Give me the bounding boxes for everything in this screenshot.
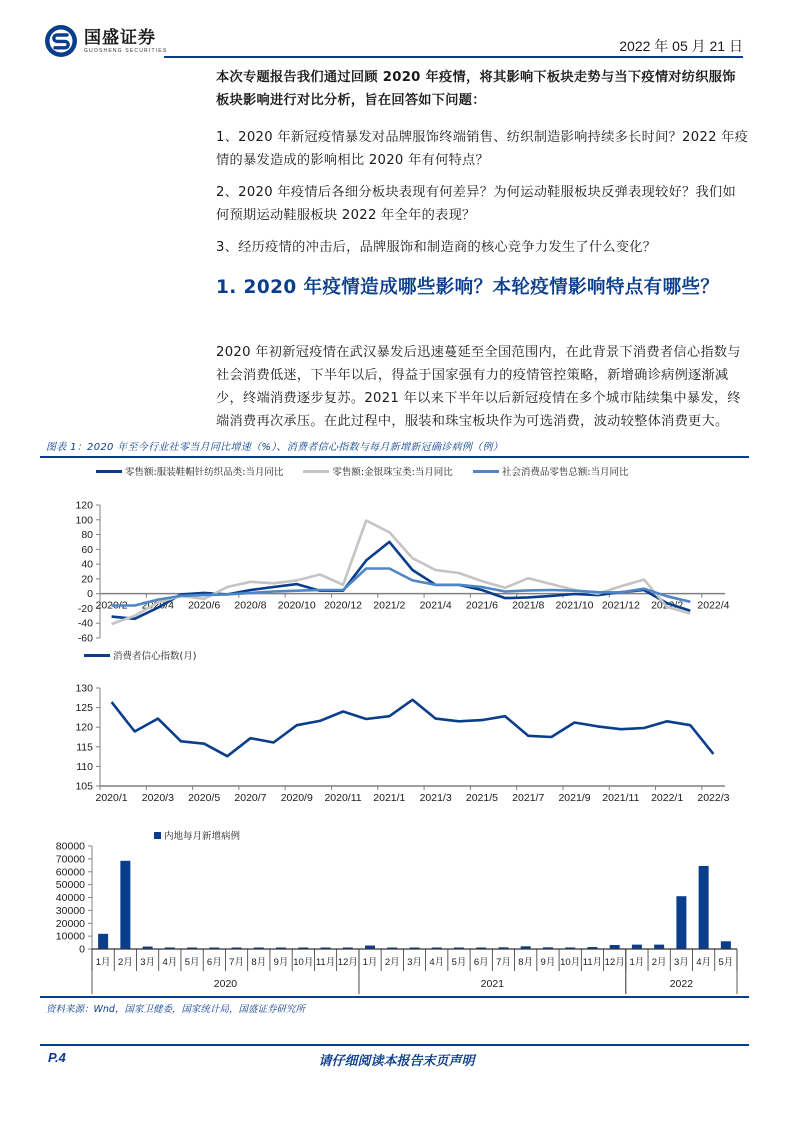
question-2: 2、2020 年疫情后各细分板块表现有何差异？为何运动鞋服板块反弹表现较好？我们如何预期运动鞋服板块 2022 年全年的表现？ [216, 185, 737, 223]
x-tick-label: 2022/2 [651, 599, 684, 612]
x-tick-label: 2020/1 [95, 792, 128, 804]
x-tick-label: 2020/6 [188, 599, 221, 612]
y-tick-label: 20 [81, 573, 93, 586]
legend-item-jewelry [303, 464, 452, 478]
legend-swatch-confidence [84, 654, 110, 657]
month-label: 7月 [496, 957, 511, 968]
y-tick-label: 110 [76, 760, 93, 773]
month-label: 2月 [117, 957, 133, 968]
data-source: 资料来源：Wnd，国家卫健委，国家统计局，国盛证券研究所 [46, 1004, 305, 1015]
y-tick-label: 80000 [55, 840, 85, 853]
month-label: 8月 [518, 957, 534, 968]
x-tick-label: 2021/1 [373, 792, 406, 804]
month-label: 11月 [582, 957, 603, 968]
legend-swatch-apparel [96, 470, 122, 473]
month-label: 1月 [95, 957, 111, 968]
x-tick-label: 2020/2 [95, 599, 128, 612]
retail-chart-legend [96, 464, 649, 478]
month-label: 5月 [718, 957, 734, 968]
guosheng-logo-icon [44, 24, 78, 58]
month-label: 10月 [293, 957, 314, 968]
bar [654, 945, 664, 949]
month-label: 3月 [407, 957, 422, 968]
month-label: 5月 [184, 957, 200, 968]
x-tick-label: 2020/5 [188, 792, 221, 804]
legend-swatch-total-retail [473, 470, 499, 473]
bar [699, 866, 709, 949]
x-tick-label: 2020/10 [277, 599, 316, 612]
legend-item-total-retail [473, 464, 629, 478]
x-tick-label: 2022/4 [697, 599, 730, 612]
month-label: 2月 [651, 957, 667, 968]
logo-english-name: GUOSHENG SECURITIES [84, 47, 168, 54]
y-tick-label: 120 [75, 721, 93, 734]
month-label: 4月 [696, 957, 712, 968]
x-tick-label: 2020/9 [280, 792, 313, 804]
month-label: 10月 [560, 957, 581, 968]
legend-label-jewelry: 零售额:金银珠宝类:当月同比 [332, 467, 453, 478]
x-tick-label: 2021/7 [512, 792, 545, 804]
x-tick-label: 2021/11 [602, 792, 640, 804]
bar [98, 934, 108, 949]
x-tick-label: 2020/7 [234, 792, 267, 804]
x-tick-label: 2020/12 [324, 599, 363, 612]
month-label: 12月 [604, 957, 625, 968]
bar [721, 941, 731, 949]
x-tick-label: 2021/6 [465, 599, 499, 612]
legend-swatch-jewelry [303, 470, 329, 473]
y-tick-label: 130 [75, 682, 93, 695]
y-tick-label: 50000 [55, 879, 85, 892]
month-label: 5月 [451, 957, 467, 968]
bar [632, 945, 642, 949]
footer-disclaimer: 请仔细阅读本报告末页声明 [318, 1054, 475, 1069]
y-tick-label: 20000 [55, 917, 85, 930]
y-tick-label: -20 [77, 602, 93, 615]
x-tick-label: 2022/3 [697, 792, 730, 804]
x-tick-label: 2021/12 [601, 599, 640, 612]
y-tick-label: -40 [77, 617, 93, 630]
page-number: P.4 [48, 1050, 66, 1065]
intro-paragraph: 本次专题报告我们通过回顾 2020 年疫情，将其影响下板块走势与当下疫情对纺织服饰板块影响进行对比分析，旨在回答如下问题： [216, 70, 736, 108]
y-tick-label: 40 [81, 558, 93, 571]
footer-divider [40, 1044, 749, 1046]
y-tick-label: 0 [79, 943, 85, 956]
y-tick-label: 70000 [55, 853, 85, 866]
x-tick-label: 2021/5 [465, 792, 499, 804]
y-tick-label: 100 [75, 514, 93, 527]
month-label: 1月 [362, 957, 378, 968]
question-3: 3、经历疫情的冲击后，品牌服饰和制造商的核心竞争力发生了什么变化？ [216, 240, 657, 255]
year-label: 2020 [213, 978, 238, 990]
month-label: 2月 [384, 957, 400, 968]
month-label: 9月 [540, 957, 556, 968]
figure-bottom-divider [40, 996, 749, 998]
x-tick-label: 2021/4 [419, 599, 452, 612]
y-tick-label: 60000 [55, 866, 85, 879]
bar [120, 861, 130, 949]
y-tick-label: 40000 [55, 892, 85, 904]
x-tick-label: 2021/2 [373, 599, 406, 612]
legend-label-total-retail: 社会消费品零售总额:当月同比 [501, 467, 629, 478]
confidence-chart-legend [84, 648, 216, 662]
logo-chinese-name: 国盛证券 [84, 27, 156, 48]
x-tick-label: 2020/3 [141, 792, 174, 804]
section-heading: 1. 2020 年疫情造成哪些影响？本轮疫情影响特点有哪些？ [216, 277, 720, 298]
figure-top-divider [40, 456, 749, 458]
legend-item-confidence [84, 648, 196, 662]
y-tick-label: 10000 [55, 930, 85, 943]
month-label: 3月 [673, 957, 689, 968]
consumer-confidence-line-chart [40, 680, 750, 815]
month-label: 8月 [251, 957, 267, 968]
month-label: 1月 [629, 957, 645, 968]
x-tick-label: 2020/11 [324, 792, 362, 804]
header-divider [164, 56, 743, 58]
monthly-new-cases-bar-chart [40, 838, 750, 996]
retail-yoy-line-chart [40, 495, 750, 645]
x-tick-label: 2020/8 [234, 599, 267, 612]
x-tick-label: 2021/3 [419, 792, 452, 804]
y-tick-label: 105 [75, 780, 93, 793]
bar [676, 896, 686, 949]
x-tick-label: 2021/9 [558, 792, 591, 804]
legend-item-apparel [96, 464, 283, 478]
month-label: 11月 [315, 957, 336, 968]
y-tick-label: 120 [75, 499, 93, 512]
x-tick-label: 2021/8 [512, 599, 545, 612]
year-label: 2022 [669, 978, 694, 990]
company-logo [44, 24, 167, 58]
y-tick-label: 125 [75, 702, 93, 715]
figure-caption: 图表 1：2020 年至今行业社零当月同比增速（%）、消费者信心指数与每月新增新冠确诊病例（例） [46, 442, 504, 453]
legend-label-confidence: 消费者信心指数(月) [113, 651, 197, 662]
legend-label-apparel: 零售额:服装鞋帽针纺织品类:当月同比 [125, 467, 284, 478]
body-paragraph: 2020 年初新冠疫情在武汉暴发后迅速蔓延至全国范围内，在此背景下消费者信心指数与社会消费低迷，下半年以后，得益于国家强有力的疫情管控策略，新增确诊病例逐渐减少，终端消费逐步复苏。2021 年以来下半年以后新冠疫情在多个城市陆续集中暴发，终端消费再次承压。在此过程中，服装和珠宝板块作为可选消费，波动较整体消费更大。 [216, 345, 741, 429]
month-label: 4月 [162, 957, 178, 968]
month-label: 4月 [429, 957, 445, 968]
month-label: 12月 [337, 957, 358, 968]
year-label: 2021 [480, 978, 505, 990]
series-line-0 [112, 700, 714, 756]
y-tick-label: 60 [81, 543, 93, 556]
y-tick-label: 80 [81, 529, 93, 542]
month-label: 6月 [473, 957, 489, 968]
question-1: 1、2020 年新冠疫情暴发对品牌服饰终端销售、纺织制造影响持续多长时间？2022 年疫情的暴发造成的影响相比 2020 年有何特点？ [216, 130, 749, 168]
y-tick-label: -60 [77, 632, 93, 645]
y-tick-label: 30000 [55, 904, 85, 917]
x-tick-label: 2022/1 [651, 792, 684, 804]
month-label: 3月 [140, 957, 156, 968]
report-date: 2022 年 05 月 21 日 [619, 38, 743, 54]
month-label: 7月 [229, 957, 244, 968]
month-label: 6月 [206, 957, 222, 968]
x-tick-label: 2021/10 [555, 599, 594, 612]
y-tick-label: 0 [87, 588, 93, 601]
month-label: 9月 [273, 957, 289, 968]
legend-label-cases: 内地每月新增病例 [164, 831, 241, 842]
x-tick-label: 2020/4 [141, 599, 174, 612]
y-tick-label: 115 [76, 741, 93, 754]
